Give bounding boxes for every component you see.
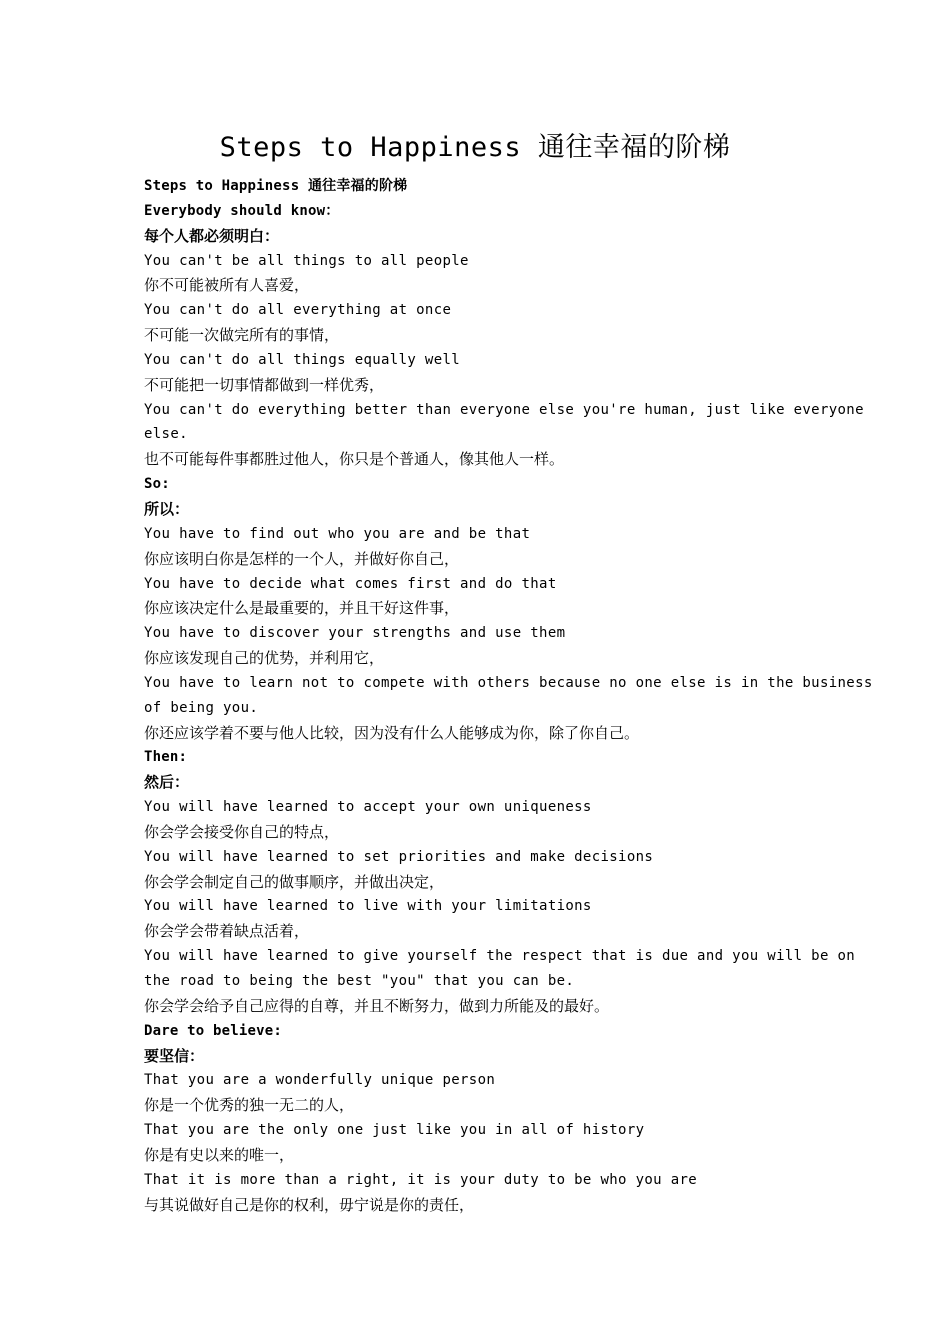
english-line: You can't do all everything at once xyxy=(144,302,452,319)
english-line: That you are the only one just like you in all of history xyxy=(144,1122,645,1139)
english-line: That you are a wonderfully unique person xyxy=(144,1072,496,1089)
english-line: You can't do everything better than everyone else you're human, just like everyone xyxy=(144,401,864,418)
english-line: You have to find out who you are and be that xyxy=(144,525,531,542)
chinese-line: 你会学会接受你自己的特点， xyxy=(144,822,340,841)
english-line: the road to being the best "you" that you can be. xyxy=(144,973,575,989)
chinese-line: 与其说做好自己是你的权利，毋宁说是你的责任， xyxy=(144,1195,475,1214)
english-line: You can't be all things to all people xyxy=(144,252,469,269)
document-body xyxy=(144,174,873,1217)
english-line: You have to decide what comes first and do that xyxy=(144,575,557,592)
section-heading-chinese: 然后： xyxy=(144,773,190,792)
document-title: Steps to Happiness 通往幸福的阶梯 xyxy=(219,132,731,163)
english-line: You have to discover your strengths and use them xyxy=(144,625,566,642)
chinese-line: 你是一个优秀的独一无二的人， xyxy=(144,1096,355,1115)
section-heading: So: xyxy=(144,476,170,493)
english-line: You will have learned to accept your own uniqueness xyxy=(144,799,592,816)
english-line: You can't do all things equally well xyxy=(144,351,461,368)
english-line: of being you. xyxy=(144,699,259,716)
chinese-line: 你应该决定什么是最重要的，并且干好这件事， xyxy=(144,599,460,618)
chinese-line: 你应该明白你是怎样的一个人，并做好你自己， xyxy=(144,549,460,568)
section-heading-chinese: 要坚信： xyxy=(144,1046,205,1065)
section-heading: Dare to believe: xyxy=(144,1022,283,1039)
section-heading: Then: xyxy=(144,749,188,766)
chinese-line: 不可能一次做完所有的事情， xyxy=(144,326,340,345)
english-line: You have to learn not to compete with others because no one else is in the business xyxy=(144,674,873,691)
english-line: else. xyxy=(144,426,188,443)
chinese-line: 你是有史以来的唯一， xyxy=(144,1145,295,1164)
section-heading: Steps to Happiness 通往幸福的阶梯 xyxy=(144,178,408,194)
chinese-line: 你不可能被所有人喜爱， xyxy=(144,276,310,295)
chinese-line: 你还应该学着不要与他人比较，因为没有什么人能够成为你，除了你自己。 xyxy=(144,723,640,742)
chinese-line: 你会学会带着缺点活着， xyxy=(144,922,310,941)
english-line: You will have learned to give yourself the respect that is due and you will be on xyxy=(144,948,856,965)
english-line: You will have learned to set priorities and make decisions xyxy=(144,848,654,865)
chinese-line: 不可能把一切事情都做到一样优秀， xyxy=(144,375,385,394)
english-line: You will have learned to live with your limitations xyxy=(144,898,592,915)
chinese-line: 你会学会给予自己应得的自尊，并且不断努力，做到力所能及的最好。 xyxy=(144,996,610,1015)
chinese-line: 你应该发现自己的优势，并利用它， xyxy=(144,649,385,668)
section-heading-chinese: 所以： xyxy=(144,499,190,518)
section-heading-chinese: 每个人都必须明白： xyxy=(144,226,280,245)
section-heading: Everybody should know： xyxy=(144,202,340,219)
english-line: That it is more than a right, it is your duty to be who you are xyxy=(144,1171,698,1188)
chinese-line: 你会学会制定自己的做事顺序，并做出决定， xyxy=(144,872,445,891)
chinese-line: 也不可能每件事都胜过他人，你只是个普通人，像其他人一样。 xyxy=(144,450,565,469)
